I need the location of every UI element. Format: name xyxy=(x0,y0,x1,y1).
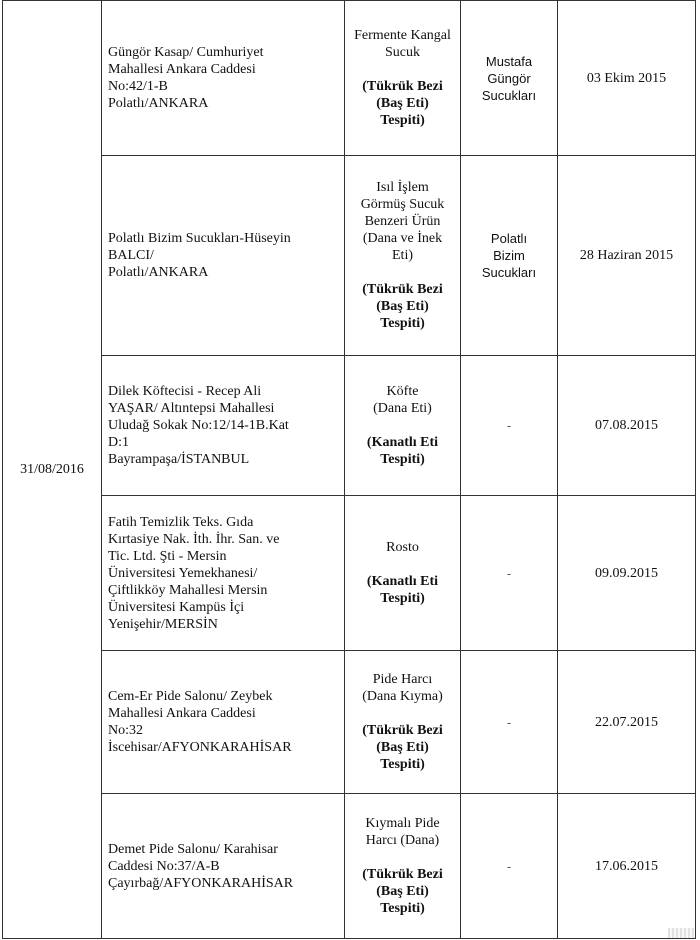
product-line: (Dana Kıyma) xyxy=(362,689,443,704)
brand-line: - xyxy=(506,418,512,433)
finding-line: Tespiti) xyxy=(380,591,425,606)
address-line: YAŞAR/ Altıntepsi Mahallesi xyxy=(108,401,275,416)
product-line: Isıl İşlem xyxy=(376,180,429,195)
brand-line: Sucukları xyxy=(481,265,537,280)
address-line: D:1 xyxy=(108,435,129,450)
product-cell xyxy=(345,651,461,794)
business-address-cell xyxy=(102,1,345,156)
detection-date-cell xyxy=(558,356,696,496)
brand-cell xyxy=(461,794,558,939)
product-line: Fermente Kangal xyxy=(354,28,451,43)
finding-line: Tespiti) xyxy=(380,316,425,331)
brand-cell xyxy=(461,496,558,651)
business-address-cell xyxy=(102,651,345,794)
detection-date-cell xyxy=(558,651,696,794)
product-line: Benzeri Ürün xyxy=(364,214,441,229)
finding-line: Tespiti) xyxy=(380,901,425,916)
detection-date-cell xyxy=(558,496,696,651)
product-line: Eti) xyxy=(392,248,413,263)
table-row xyxy=(3,156,696,356)
product-cell xyxy=(345,496,461,651)
inspection-date-cell xyxy=(3,1,102,939)
address-line: Mahallesi Ankara Caddesi xyxy=(108,62,256,77)
finding-line: (Tükrük Bezi xyxy=(362,79,443,94)
finding-line: (Baş Eti) xyxy=(376,96,429,111)
table-row xyxy=(3,1,696,156)
brand-line: Mustafa xyxy=(485,53,533,69)
finding-line: Tespiti) xyxy=(380,113,425,128)
brand-line: Güngör xyxy=(487,70,531,86)
product-cell xyxy=(345,794,461,939)
address-line: Polatlı Bizim Sucukları-Hüseyin xyxy=(108,231,291,246)
brand-cell xyxy=(461,356,558,496)
finding-line: (Tükrük Bezi xyxy=(362,867,443,882)
finding-line: Tespiti) xyxy=(380,757,425,772)
finding-line: Tespiti) xyxy=(380,452,425,467)
detection-date: 28 Haziran 2015 xyxy=(579,248,674,263)
detection-date: 22.07.2015 xyxy=(595,714,658,730)
business-address-cell xyxy=(102,496,345,651)
finding-line: (Baş Eti) xyxy=(376,884,429,899)
finding-line: (Baş Eti) xyxy=(376,299,429,314)
product-line: Kıymalı Pide xyxy=(365,816,440,831)
inspection-date: 31/08/2016 xyxy=(20,462,84,477)
table-row xyxy=(3,794,696,939)
finding-line: (Tükrük Bezi xyxy=(362,282,443,297)
brand-line: - xyxy=(506,858,512,874)
address-line: BALCI/ xyxy=(108,248,154,263)
address-line: Çayırbağ/AFYONKARAHİSAR xyxy=(108,875,294,891)
finding-line: (Baş Eti) xyxy=(376,740,429,755)
product-line: Rosto xyxy=(386,540,419,555)
address-line: Dilek Köftecisi - Recep Ali xyxy=(108,384,262,399)
detection-date: 03 Ekim 2015 xyxy=(586,70,667,86)
address-line: Cem-Er Pide Salonu/ Zeybek xyxy=(108,689,273,704)
address-line: Üniversitesi Yemekhanesi/ xyxy=(108,565,258,581)
detection-date: 07.08.2015 xyxy=(595,418,658,433)
address-line: Fatih Temizlik Teks. Gıda xyxy=(108,514,254,530)
product-cell xyxy=(345,156,461,356)
brand-cell xyxy=(461,1,558,156)
detection-date: 17.06.2015 xyxy=(595,858,658,874)
brand-line: Polatlı xyxy=(490,231,528,246)
brand-cell xyxy=(461,651,558,794)
table-row xyxy=(3,496,696,651)
address-line: Polatlı/ANKARA xyxy=(108,96,209,111)
address-line: No:32 xyxy=(108,723,143,738)
product-cell xyxy=(345,1,461,156)
address-line: İscehisar/AFYONKARAHİSAR xyxy=(108,740,292,755)
address-line: Polatlı/ANKARA xyxy=(108,265,209,280)
address-line: Uludağ Sokak No:12/14-1B.Kat xyxy=(108,418,289,433)
product-line: (Dana ve İnek xyxy=(362,231,443,246)
product-line: Sucuk xyxy=(385,45,420,60)
business-address-cell xyxy=(102,794,345,939)
business-address-cell xyxy=(102,356,345,496)
finding-line: (Tükrük Bezi xyxy=(362,723,443,738)
address-line: Bayrampaşa/İSTANBUL xyxy=(108,452,250,467)
address-line: Kırtasiye Nak. İth. İhr. San. ve xyxy=(108,531,280,547)
address-line: Yenişehir/MERSİN xyxy=(108,616,218,632)
product-line: Pide Harcı xyxy=(372,672,433,687)
product-line: Harcı (Dana) xyxy=(365,833,440,848)
address-line: Demet Pide Salonu/ Karahisar xyxy=(108,841,278,857)
brand-cell xyxy=(461,156,558,356)
detection-date-cell xyxy=(558,1,696,156)
detection-date-cell xyxy=(558,156,696,356)
address-line: Güngör Kasap/ Cumhuriyet xyxy=(108,45,264,60)
detection-date: 09.09.2015 xyxy=(595,565,658,581)
product-line: (Dana Eti) xyxy=(373,401,432,416)
address-line: No:42/1-B xyxy=(108,79,168,94)
address-line: Caddesi No:37/A-B xyxy=(108,858,220,874)
product-line: Görmüş Sucuk xyxy=(360,197,445,212)
product-cell xyxy=(345,356,461,496)
finding-line: (Kanatlı Eti xyxy=(366,435,439,450)
watermark-mark xyxy=(668,928,694,938)
table-row xyxy=(3,651,696,794)
finding-line: (Kanatlı Eti xyxy=(366,574,439,589)
brand-line: - xyxy=(506,565,512,581)
address-line: Tic. Ltd. Şti - Mersin xyxy=(108,548,227,564)
product-line: Köfte xyxy=(386,384,419,399)
detection-date-cell xyxy=(558,794,696,939)
address-line: Mahallesi Ankara Caddesi xyxy=(108,706,256,721)
address-line: Çiftlikköy Mahallesi Mersin xyxy=(108,582,268,598)
business-address-cell xyxy=(102,156,345,356)
brand-line: - xyxy=(506,714,512,730)
brand-line: Bizim xyxy=(493,248,525,263)
brand-line: Sucukları xyxy=(481,87,537,103)
violations-table xyxy=(2,0,696,939)
table-row xyxy=(3,356,696,496)
address-line: Üniversitesi Kampüs İçi xyxy=(108,599,245,615)
